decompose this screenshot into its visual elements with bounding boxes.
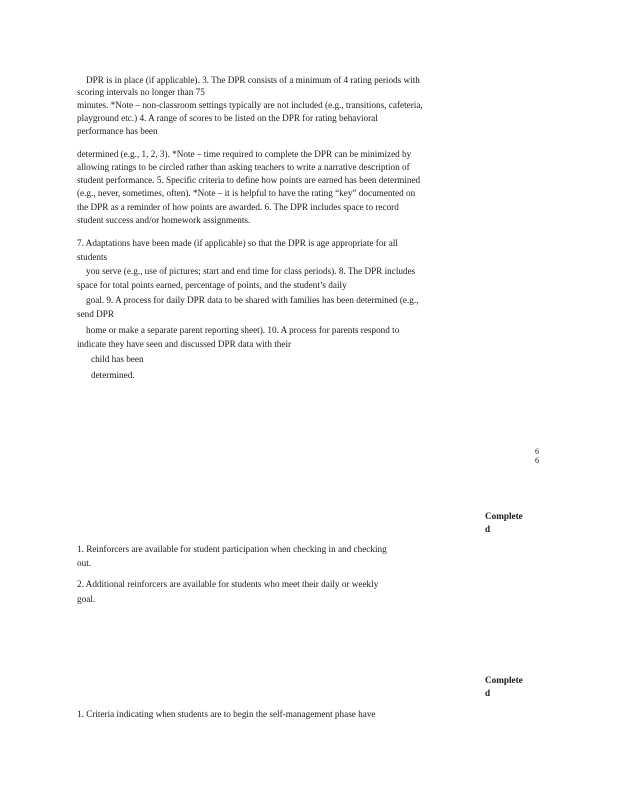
text-line: minutes. *Note – non-classroom settings typically are not included (e.g., transitions, cafeteria,	[77, 100, 423, 110]
page-number: 6	[535, 456, 539, 465]
text-line: 7. Adaptations have been made (if applicable) so that the DPR is age appropriate for all	[77, 238, 398, 248]
text-line: send DPR	[77, 309, 115, 319]
text-line: 2. Additional reinforcers are available for students who meet their daily or weekly	[77, 579, 379, 589]
text-line: you serve (e.g., use of pictures; start and end time for class periods). 8. The DPR includes	[86, 266, 416, 276]
text-line: (e.g., never, sometimes, often). *Note – it is helpful to have the rating “key” documented on	[77, 188, 416, 198]
text-line: students	[77, 252, 108, 262]
text-line: child has been	[91, 354, 144, 364]
text-line: home or make a separate parent reporting sheet). 10. A process for parents respond to	[86, 325, 400, 335]
page-number: 6	[535, 447, 539, 456]
text-line: the DPR as a reminder of how points are awarded. 6. The DPR includes space to record	[77, 202, 399, 212]
text-line: indicate they have seen and discussed DPR data with their	[77, 339, 292, 349]
text-line: allowing ratings to be circled rather than asking teachers to write a narrative description of	[77, 162, 410, 172]
text-line: 1. Criteria indicating when students are to begin the self-management phase have	[77, 709, 376, 719]
completed-column-label: Complete	[485, 675, 523, 685]
completed-column-label: d	[485, 524, 491, 534]
text-line: determined.	[91, 370, 135, 380]
text-line: space for total points earned, percentage of points, and the student’s daily	[77, 280, 347, 290]
completed-column-label: Complete	[485, 511, 523, 521]
text-line: goal.	[77, 594, 96, 604]
completed-column-label: d	[485, 688, 491, 698]
text-line: student performance. 5. Specific criteria to define how points are earned has been determined	[77, 175, 421, 185]
text-line: playground etc.) 4. A range of scores to be listed on the DPR for rating behavioral	[77, 113, 378, 123]
text-line: 1. Reinforcers are available for student participation when checking in and checking	[77, 544, 387, 554]
text-line: student success and/or homework assignments.	[77, 215, 251, 225]
text-line: determined (e.g., 1, 2, 3). *Note – time required to complete the DPR can be minimized by	[77, 149, 412, 159]
text-line: DPR is in place (if applicable). 3. The DPR consists of a minimum of 4 rating periods with	[86, 75, 420, 85]
text-line: scoring intervals no longer than 75	[77, 87, 205, 97]
text-line: out.	[77, 558, 92, 568]
text-line: performance has been	[77, 126, 158, 136]
text-line: goal. 9. A process for daily DPR data to be shared with families has been determined (e.g.,	[86, 295, 419, 305]
